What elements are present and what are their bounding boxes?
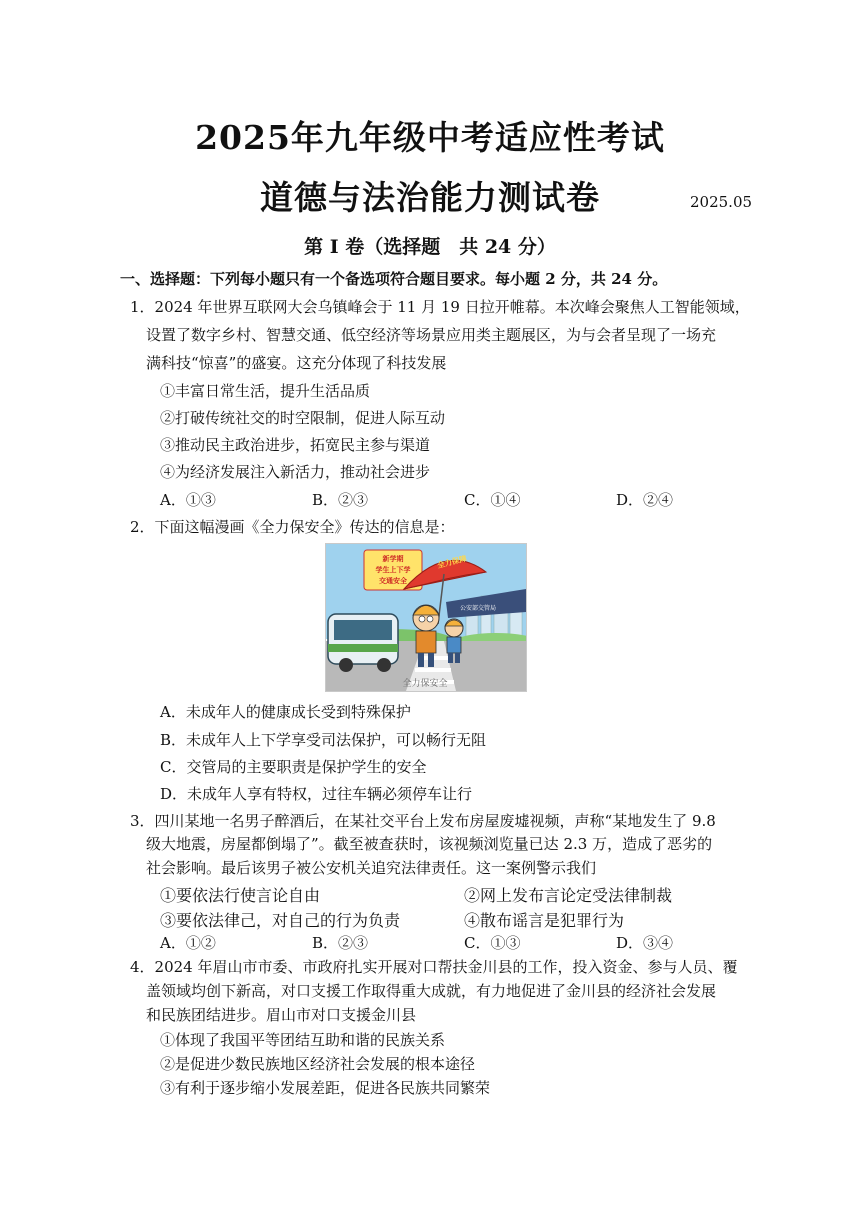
q4-item-1: ①体现了我国平等团结互助和谐的民族关系 (160, 1031, 446, 1049)
q1-option-d[interactable]: D．②④ (616, 491, 674, 509)
comic-sleeve-label: 公安部交管局 (460, 605, 497, 612)
q4-stem-line-2: 盖领域均创下新高，对口支援工作取得重大成就，有力地促进了金川县的经济社会发展 (146, 982, 717, 1000)
q3-option-d[interactable]: D．③④ (616, 934, 674, 952)
q3-option-a[interactable]: A．①② (160, 934, 216, 952)
q3-option-b[interactable]: B．②③ (312, 934, 369, 952)
comic-image (325, 543, 527, 692)
q1-item-3: ③推动民主政治进步，拓宽民主参与渠道 (160, 436, 431, 454)
comic-umbrella-label: 全力保障 (436, 553, 468, 570)
comic-caption: 全力保安全 (402, 679, 448, 689)
q3-option-c[interactable]: C．①③ (464, 934, 521, 952)
q1-item-4: ④为经济发展注入新活力，推动社会进步 (160, 463, 431, 481)
q2-option-c[interactable]: C．交管局的主要职责是保护学生的安全 (160, 758, 427, 776)
q1-stem-line-2: 设置了数字乡村、智慧交通、低空经济等场景应用类主题展区，为与会者呈现了一场充 (146, 326, 717, 344)
comic-sign-line-1: 新学期 (382, 554, 404, 563)
q4-item-3: ③有利于逐步缩小发展差距，促进各民族共同繁荣 (160, 1079, 491, 1097)
q1-option-c[interactable]: C．①④ (464, 491, 521, 509)
q1-option-a[interactable]: A．①③ (160, 491, 216, 509)
q3-item-4: ④散布谣言是犯罪行为 (464, 911, 625, 930)
section-instructions: 一、选择题：下列每小题只有一个备选项符合题目要求。每小题 2 分，共 24 分。 (120, 270, 668, 288)
q2-option-b[interactable]: B．未成年人上下学享受司法保护，可以畅行无阻 (160, 731, 487, 749)
q2-option-a[interactable]: A．未成年人的健康成长受到特殊保护 (160, 703, 411, 721)
exam-title: 2025年九年级中考适应性考试 (195, 118, 665, 157)
q3-items-row-2 (160, 908, 768, 931)
q3-stem-line-3: 社会影响。最后该男子被公安机关追究法律责任。这一案例警示我们 (146, 859, 597, 877)
q3-item-3: ③要依法律己，对自己的行为负责 (160, 911, 401, 930)
q2-stem: 2．下面这幅漫画《全力保安全》传达的信息是： (130, 518, 455, 536)
q1-stem-line-3: 满科技“惊喜”的盛宴。这充分体现了科技发展 (146, 354, 447, 372)
q4-stem-line-3: 和民族团结进步。眉山市对口支援金川县 (146, 1006, 417, 1024)
section-heading: 第 I 卷（选择题 共 24 分） (304, 236, 556, 258)
q3-item-2: ②网上发布言论定受法律制裁 (464, 886, 673, 905)
q1-options (160, 489, 768, 510)
q1-stem-line-1: 1．2024 年世界互联网大会乌镇峰会于 11 月 19 日拉开帷幕。本次峰会聚焦人工智能领域， (130, 298, 750, 316)
q1-item-1: ①丰富日常生活，提升生活品质 (160, 382, 371, 400)
comic-sign-line-2: 学生上下学 (375, 565, 411, 574)
q4-item-2: ②是促进少数民族地区经济社会发展的根本途径 (160, 1055, 476, 1073)
q3-stem-line-1: 3．四川某地一名男子醉酒后，在某社交平台上发布房屋废墟视频，声称“某地发生了 9.8 (130, 812, 716, 830)
comic-sign-line-3: 交通安全 (379, 576, 407, 585)
exam-subtitle: 道德与法治能力测试卷 (260, 178, 600, 217)
q3-stem-line-2: 级大地震，房屋都倒塌了”。截至被查获时，该视频浏览量已达 2.3 万，造成了恶劣的 (146, 835, 713, 853)
q3-options (160, 932, 768, 953)
q3-item-1: ①要依法行使言论自由 (160, 886, 321, 905)
q3-items-row-1 (160, 883, 768, 906)
q4-stem-line-1: 4．2024 年眉山市市委、市政府扎实开展对口帮扶金川县的工作，投入资金、参与人员、覆 (130, 958, 738, 976)
exam-date: 2025.05 (690, 193, 753, 211)
q1-item-2: ②打破传统社交的时空限制，促进人际互动 (160, 409, 446, 427)
q1-option-b[interactable]: B．②③ (312, 491, 369, 509)
q2-option-d[interactable]: D．未成年人享有特权，过往车辆必须停车让行 (160, 785, 473, 803)
